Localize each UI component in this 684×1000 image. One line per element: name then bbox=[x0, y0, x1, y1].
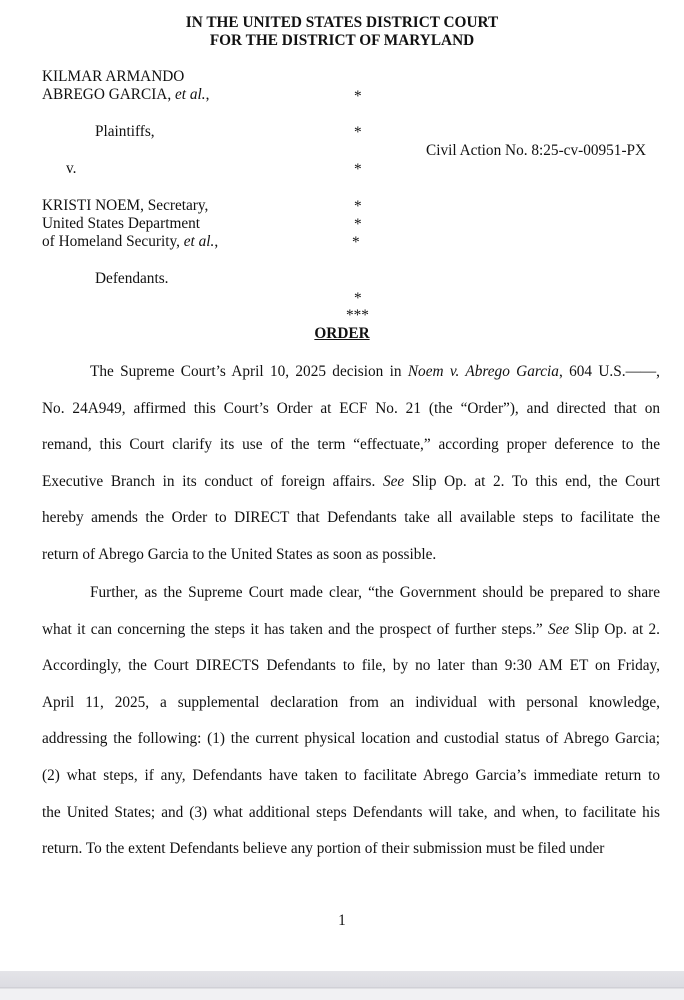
paragraph-line bbox=[42, 657, 660, 675]
caption-star: * bbox=[354, 198, 362, 215]
civil-action-number: Civil Action No. 8:25-cv-00951-PX bbox=[426, 142, 647, 159]
paragraph-line bbox=[42, 767, 660, 785]
text-run: what it can concerning the steps it has taken and the prospect of further steps.” bbox=[42, 620, 548, 638]
defendants-label: Defendants. bbox=[95, 270, 169, 287]
plaintiff-name-line1: KILMAR ARMANDO bbox=[42, 68, 185, 85]
caption-star: * bbox=[352, 234, 360, 251]
paragraph-line bbox=[42, 509, 660, 527]
paragraph-line bbox=[42, 730, 660, 748]
plaintiffs-label: Plaintiffs, bbox=[95, 123, 155, 140]
text-run: Executive Branch in its conduct of foreign affairs. bbox=[42, 472, 383, 490]
viewer-bottom-bar bbox=[0, 971, 684, 1000]
defendant-name-line2: United States Department bbox=[42, 215, 201, 232]
text-run: April 11, 2025, a supplemental declaration from an individual with personal knowledge, bbox=[42, 693, 660, 711]
text-run: hereby amends the Order to DIRECT that Defendants take all available steps to facilitate the bbox=[42, 509, 660, 527]
paragraph-line bbox=[90, 584, 660, 602]
paragraph-line bbox=[42, 621, 660, 639]
court-district: FOR THE DISTRICT OF MARYLAND bbox=[209, 32, 475, 49]
caption-star: * bbox=[354, 216, 362, 233]
text-run: Slip Op. at 2. bbox=[569, 620, 660, 638]
text-run: Slip Op. at 2. To this end, the Court bbox=[404, 472, 661, 490]
italic-text: See bbox=[547, 620, 570, 638]
plaintiff-name: ABREGO GARCIA, bbox=[42, 86, 176, 103]
text-run: remand, this Court clarify its use of the term “effectuate,” according proper deference to the bbox=[42, 436, 660, 454]
paragraph-line bbox=[42, 840, 660, 858]
court-name: IN THE UNITED STATES DISTRICT COURT bbox=[185, 14, 499, 31]
plaintiff-name-line2 bbox=[42, 86, 209, 104]
page-number: 1 bbox=[338, 912, 346, 929]
text-run: Accordingly, the Court DIRECTS Defendants to file, by no later than 9:30 AM ET on Friday, bbox=[42, 657, 660, 675]
defendant-name-line3 bbox=[42, 233, 218, 251]
italic-text: Noem v. Abrego Garcia bbox=[407, 363, 559, 380]
caption-star: * bbox=[354, 88, 362, 105]
defendant-name-line1: KRISTI NOEM, Secretary, bbox=[42, 197, 209, 214]
paragraph-line bbox=[42, 473, 660, 491]
paragraph-line bbox=[42, 694, 660, 712]
et-al: et al. bbox=[175, 86, 206, 103]
versus: v. bbox=[66, 160, 77, 177]
paragraph-line bbox=[42, 436, 660, 454]
text-run: No. 24A949, affirmed this Court’s Order at ECF No. 21 (the “Order”), and directed that on bbox=[42, 399, 660, 417]
document-title: ORDER bbox=[314, 325, 370, 342]
text-run: , 604 U.S.——, bbox=[558, 363, 660, 380]
caption-star: * bbox=[354, 124, 362, 141]
text-run: return. To the extent Defendants believe any portion of their submission must be filed under bbox=[42, 840, 605, 858]
text-run: The Supreme Court’s April 10, 2025 decision in bbox=[90, 363, 408, 380]
paragraph-line bbox=[42, 804, 660, 822]
caption-stars: *** bbox=[346, 307, 369, 324]
italic-text: See bbox=[382, 472, 405, 490]
text-run: the United States; and (3) what additional steps Defendants will take, and when, to facilitate his bbox=[42, 803, 660, 821]
et-al: et al. bbox=[183, 233, 215, 250]
comma: , bbox=[214, 233, 219, 250]
text-run: (2) what steps, if any, Defendants have taken to facilitate Abrego Garcia’s immediate return to bbox=[42, 767, 660, 784]
paragraph-line bbox=[42, 546, 660, 564]
defendant-agency: of Homeland Security, bbox=[42, 233, 184, 250]
paragraph-line bbox=[90, 363, 660, 381]
caption-star: * bbox=[354, 161, 362, 178]
paragraph-line bbox=[42, 400, 660, 418]
caption-star: * bbox=[354, 290, 362, 307]
text-run: addressing the following: (1) the current physical location and custodial status of Abrego Garcia; bbox=[42, 730, 660, 748]
text-run: Further, as the Supreme Court made clear, “the Government should be prepared to share bbox=[90, 584, 660, 601]
text-run: return of Abrego Garcia to the United States as soon as possible. bbox=[42, 546, 437, 563]
comma: , bbox=[205, 86, 210, 103]
